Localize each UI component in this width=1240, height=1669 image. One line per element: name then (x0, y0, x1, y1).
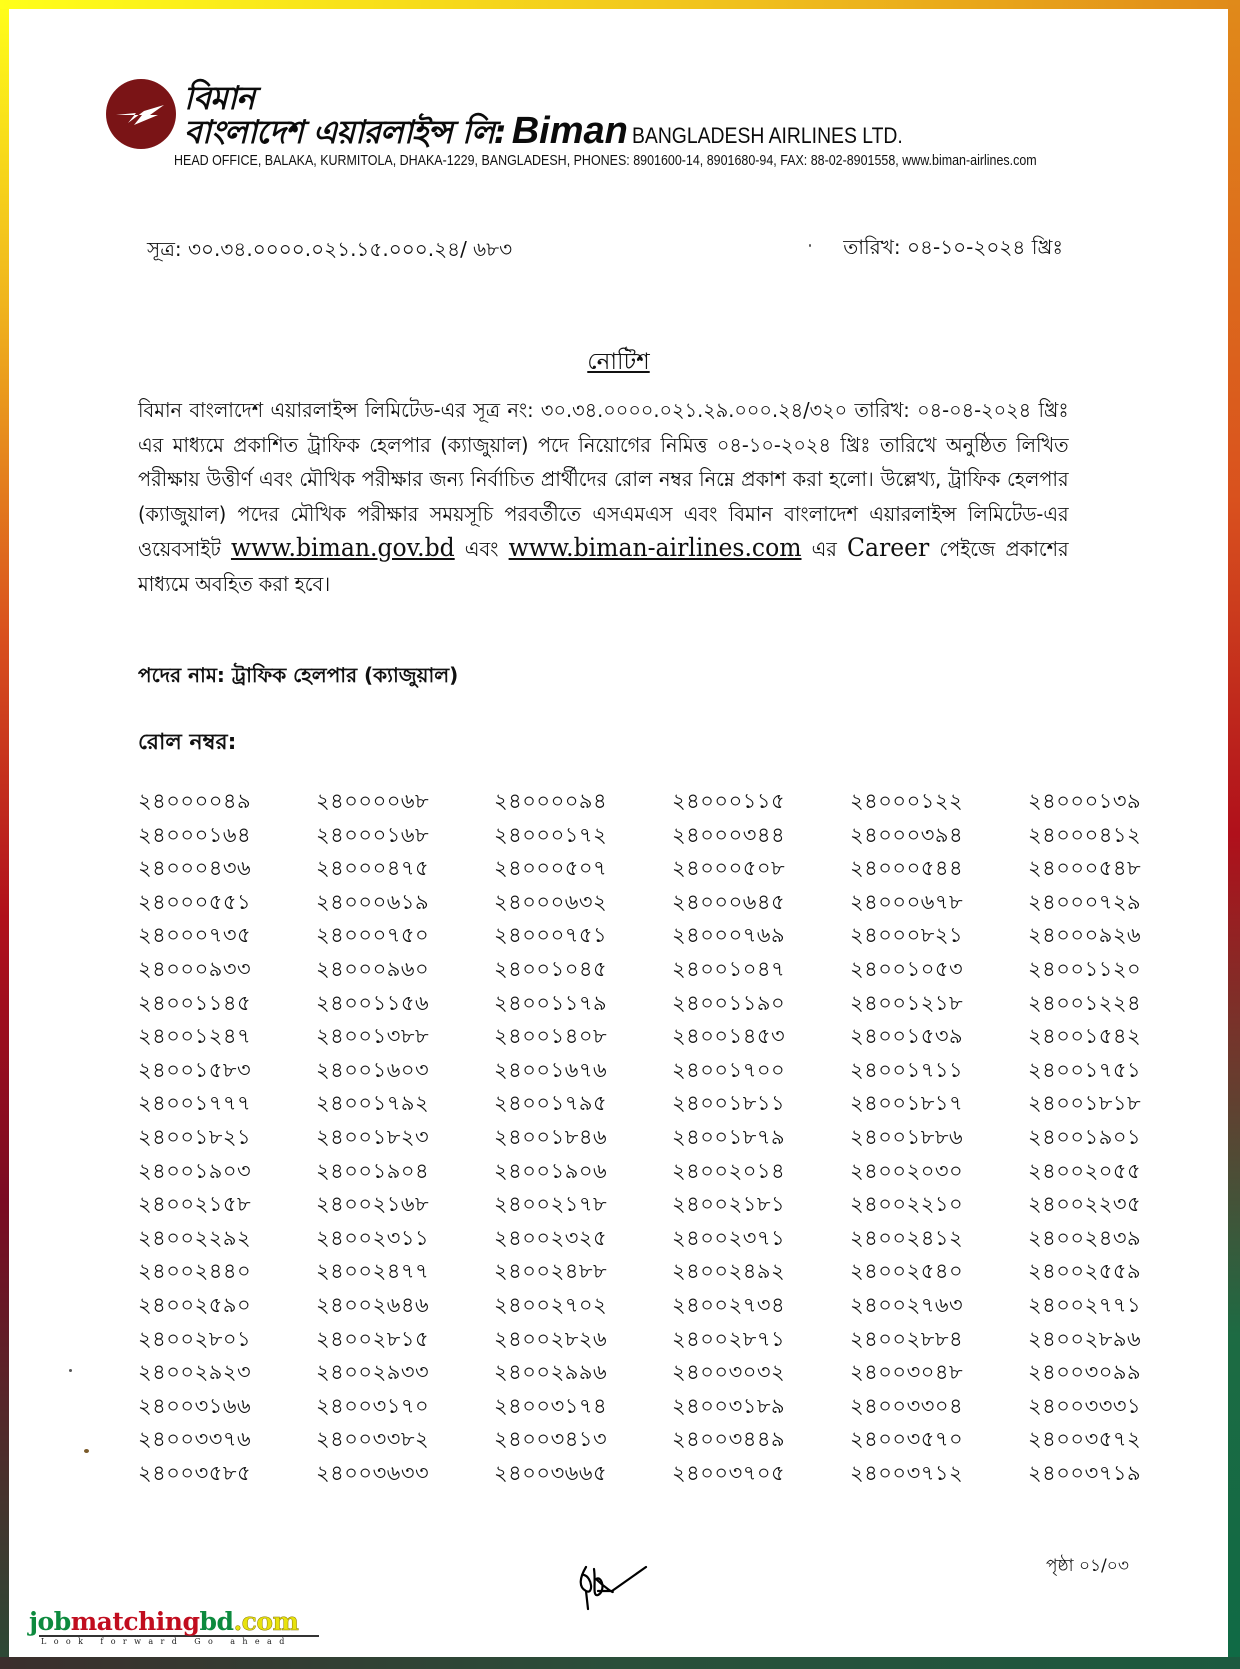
head-office-address: HEAD OFFICE, BALAKA, KURMITOLA, DHAKA-1229, BANGLADESH, PHONES: 8901600-14, 8901680-94, FAX: 88-02-8901558, www.biman-airlines.com (174, 153, 1037, 169)
roll-number: ২৪০০১২১৮ (850, 990, 964, 1015)
roll-number: ২৪০০১৫৪২ (1028, 1024, 1142, 1049)
roll-number: ২৪০০১৭৭৭ (138, 1091, 252, 1116)
roll-number: ২৪০০১৯০৪ (316, 1158, 430, 1183)
roll-number: ২৪০০৩০৪৮ (850, 1360, 964, 1385)
roll-number: ২৪০০৩১৭৪ (494, 1393, 608, 1418)
roll-number: ২৪০০৩০৯৯ (1028, 1360, 1142, 1385)
roll-number: ২৪০০০৫৪৪ (850, 856, 964, 881)
roll-number: ২৪০০৩৫৮৫ (138, 1460, 252, 1485)
roll-number: ২৪০০১১৭৯ (494, 990, 608, 1015)
roll-number: ২৪০০২৮৮৪ (850, 1326, 964, 1351)
roll-number: ২৪০০১৬০৩ (316, 1057, 430, 1082)
roll-number: ২৪০০০০৯৪ (494, 789, 608, 813)
roll-number: ২৪০০২৮০১ (138, 1326, 252, 1351)
roll-number: ২৪০০২০৫৫ (1028, 1158, 1142, 1183)
watermark-job: job (29, 1607, 71, 1636)
notice-body-text: এবং (454, 537, 509, 561)
roll-number: ২৪০০২৯৩৩ (316, 1360, 430, 1385)
frame-bottom-border (0, 1657, 1240, 1669)
roll-number: ২৪০০৩৩০৪ (850, 1393, 964, 1418)
roll-number: ২৪০০০৮২১ (850, 923, 964, 948)
roll-number: ২৪০০০৯৩৩ (138, 956, 252, 981)
roll-number: ২৪০০১৫৩৯ (850, 1024, 964, 1049)
roll-number: ২৪০০৩৪১৩ (494, 1427, 608, 1452)
roll-number: ২৪০০২৫৯০ (138, 1292, 252, 1317)
roll-number: ২৪০০১৫৮৩ (138, 1057, 252, 1082)
roll-number: ২৪০০১২২৪ (1028, 990, 1142, 1015)
roll-number: ২৪০০৩১৭০ (316, 1393, 430, 1418)
roll-number-grid (138, 785, 1142, 1490)
roll-number: ২৪০০০৪৩৬ (138, 856, 252, 881)
roll-number: ২৪০০১৮৮৬ (850, 1124, 964, 1149)
roll-number: ২৪০০৩৭১৯ (1028, 1460, 1142, 1485)
roll-number: ২৪০০২৪৪০ (138, 1259, 252, 1284)
scan-speck (809, 244, 811, 247)
notice-body-text: পেইজে প্রকাশের মাধ্যমে অবহিত করা হবে। (138, 537, 1069, 596)
frame-right-border (1228, 0, 1240, 1669)
roll-number: ২৪০০৩১৮৯ (672, 1393, 786, 1418)
roll-number: ২৪০০০৬৭৮ (850, 889, 964, 914)
watermark-bd: bd (199, 1607, 234, 1636)
letterhead (106, 69, 1136, 179)
watermark-tagline: Look forward Go ahead (41, 1637, 292, 1646)
roll-number: ২৪০০০৫০৮ (672, 856, 786, 881)
roll-number: ২৪০০১১২০ (1028, 956, 1142, 981)
roll-number: ২৪০০২৪৯২ (672, 1259, 786, 1284)
roll-number: ২৪০০২৭৩৪ (672, 1292, 786, 1317)
brand-name-english-rest: BANGLADESH AIRLINES LTD. (631, 123, 903, 148)
biman-gov-link[interactable]: www.biman.gov.bd (230, 533, 455, 562)
notice-title: নোটিশ (587, 349, 650, 375)
roll-number: ২৪০০০৭৩৫ (138, 923, 252, 948)
roll-number: ২৪০০২৫৫৯ (1028, 1259, 1142, 1284)
roll-number: ২৪০০০৬১৯ (316, 889, 430, 914)
roll-number: ২৪০০১৮৪৬ (494, 1124, 608, 1149)
roll-number: ২৪০০০৯৬০ (316, 956, 430, 981)
roll-number: ২৪০০৩৩৮২ (316, 1427, 430, 1452)
watermark-com: .com (233, 1607, 299, 1636)
roll-number: ২৪০০১৮১৮ (1028, 1091, 1142, 1116)
roll-number: ২৪০০১৮২৩ (316, 1124, 430, 1149)
roll-number: ২৪০০২৭০২ (494, 1292, 608, 1317)
roll-number: ২৪০০০০৪৯ (138, 789, 252, 813)
roll-number: ২৪০০২৭৬৩ (850, 1292, 964, 1317)
roll-number: ২৪০০৩৬৩৩ (316, 1460, 430, 1485)
roll-number: ২৪০০১৩৮৮ (316, 1024, 430, 1049)
frame-top-border (0, 0, 1240, 9)
roll-number: ২৪০০১৯০৩ (138, 1158, 252, 1183)
roll-number: ২৪০০১৭৯২ (316, 1091, 430, 1116)
roll-number: ২৪০০২০৩০ (850, 1158, 964, 1183)
roll-number: ২৪০০৩১৬৬ (138, 1393, 252, 1418)
roll-number: ২৪০০০১৬৮ (316, 822, 430, 847)
document-page (9, 9, 1228, 1657)
roll-number: ২৪০০২৪৮৮ (494, 1259, 608, 1284)
roll-number: ২৪০০৩৩৩১ (1028, 1393, 1142, 1418)
roll-number: ২৪০০২৬৪৬ (316, 1292, 430, 1317)
roll-number: ২৪০০৩৭১২ (850, 1460, 964, 1485)
roll-number: ২৪০০০৭৫০ (316, 923, 430, 948)
roll-number: ২৪০০১৮৭৯ (672, 1124, 786, 1149)
roll-number: ২৪০০২৩৭১ (672, 1225, 786, 1250)
roll-number: ২৪০০২৮১৫ (316, 1326, 430, 1351)
scan-speck (84, 1449, 89, 1453)
roll-number: ২৪০০৩৪৪৯ (672, 1427, 786, 1452)
roll-number: ২৪০০০৪১২ (1028, 822, 1142, 847)
notice-body-text: বিমান বাংলাদেশ এয়ারলাইন্স লিমিটেড-এর সূত্র নং: ৩০.৩৪.০০০০.০২১.২৯.০০০.২৪/৩২০ তারিখ: ০৪-০৪-২০২৪ খ্রিঃ এর মাধ্যমে প্রকাশিত ট্রাফিক হেলপার (ক্যাজুয়াল) পদে নিয়োগের নিমিত্ত ০৪-১০-২০২৪ খ্রিঃ তারিখে অনুষ্ঠিত লিখিত পরীক্ষায় উত্তীর্ণ এবং মৌখিক পরীক্ষার জন্য নির্বাচিত প্রার্থীদের রোল নম্বর নিম্নে প্রকাশ করা হলো। উল্লেখ্য, ট্রাফিক হেলপার (ক্যাজুয়াল) পদের মৌখিক পরীক্ষার সময়সূচি পরবর্তীতে এসএমএস এবং বিমান বাংলাদেশ এয়ারলাইন্স লিমিটেড-এর ওয়েবসাইট (138, 398, 1069, 561)
roll-number: ২৪০০১০৪৫ (494, 956, 608, 981)
roll-number: ২৪০০৩৬৬৫ (494, 1460, 608, 1485)
brand-name-bengali-line2: বাংলাদেশ এয়ারলাইন্স লি: (184, 113, 506, 151)
roll-number: ২৪০০১৭০০ (672, 1057, 786, 1082)
roll-number: ২৪০০১৭৯৫ (494, 1091, 608, 1116)
notice-body (138, 393, 1069, 601)
watermark-matching: matching (70, 1607, 200, 1636)
roll-number: ২৪০০২৮২৬ (494, 1326, 608, 1351)
roll-number: ২৪০০২০১৪ (672, 1158, 786, 1183)
roll-number: ২৪০০১৮১১ (672, 1091, 786, 1116)
roll-number: ২৪০০০৪৭৫ (316, 856, 430, 881)
roll-number: ২৪০০০৭২৯ (1028, 889, 1142, 914)
document-date: তারিখ: ০৪-১০-২০২৪ খ্রিঃ (843, 235, 1063, 259)
career-word: Career (846, 533, 930, 562)
roll-number: ২৪০০২৪৩৯ (1028, 1225, 1142, 1250)
roll-number: ২৪০০০০৬৮ (316, 789, 430, 813)
signature (576, 1557, 656, 1616)
roll-number: ২৪০০০৩৯৪ (850, 822, 964, 847)
roll-number: ২৪০০০৭৬৯ (672, 923, 786, 948)
roll-number: ২৪০০৩৭০৫ (672, 1460, 786, 1485)
roll-number: ২৪০০১৮২১ (138, 1124, 252, 1149)
roll-number: ২৪০০২২১০ (850, 1192, 964, 1217)
scan-speck (69, 1369, 72, 1372)
jobmatchingbd-watermark-logo (29, 1609, 319, 1647)
roll-number: ২৪০০২৯২৩ (138, 1360, 252, 1385)
roll-number: ২৪০০৩০৩২ (672, 1360, 786, 1385)
roll-number: ২৪০০১৭৫১ (1028, 1057, 1142, 1082)
roll-number: ২৪০০১৯০৬ (494, 1158, 608, 1183)
roll-number: ২৪০০২৪১২ (850, 1225, 964, 1250)
roll-number: ২৪০০৩৫৭২ (1028, 1427, 1142, 1452)
roll-number: ২৪০০২৪৭৭ (316, 1259, 430, 1284)
roll-number: ২৪০০১৭১১ (850, 1057, 964, 1082)
roll-number: ২৪০০২৮৭১ (672, 1326, 786, 1351)
roll-number: ২৪০০০১৭২ (494, 822, 608, 847)
roll-number: ২৪০০২৭৭১ (1028, 1292, 1142, 1317)
roll-number: ২৪০০০৬৩২ (494, 889, 608, 914)
roll-number: ২৪০০৩৫৭০ (850, 1427, 964, 1452)
brand-name-english: Biman (511, 110, 628, 152)
roll-number: ২৪০০২১৫৮ (138, 1192, 252, 1217)
roll-number: ২৪০০১১৫৬ (316, 990, 430, 1015)
roll-number: ২৪০০২২৯২ (138, 1225, 252, 1250)
roll-number: ২৪০০১৪৫৩ (672, 1024, 786, 1049)
roll-number: ২৪০০১১৯০ (672, 990, 786, 1015)
roll-number: ২৪০০২১৬৮ (316, 1192, 430, 1217)
reference-number: সূত্র: ৩০.৩৪.০০০০.০২১.১৫.০০০.২৪/ ৬৮৩ (147, 237, 513, 261)
post-name: পদের নাম: ট্রাফিক হেলপার (ক্যাজুয়াল) (138, 663, 459, 687)
roll-number: ২৪০০১২৪৭ (138, 1024, 252, 1049)
roll-number: ২৪০০০১২২ (850, 789, 964, 813)
roll-number: ২৪০০২৫৪০ (850, 1259, 964, 1284)
roll-number: ২৪০০২১৮১ (672, 1192, 786, 1217)
roll-number: ২৪০০০৫৫১ (138, 889, 252, 914)
roll-number: ২৪০০২৩১১ (316, 1225, 430, 1250)
roll-number: ২৪০০০১৬৪ (138, 822, 252, 847)
biman-airlines-link[interactable]: www.biman-airlines.com (508, 533, 802, 562)
roll-number: ২৪০০২৩২৫ (494, 1225, 608, 1250)
roll-number: ২৪০০০৭৫১ (494, 923, 608, 948)
biman-logo-icon (106, 79, 176, 149)
roll-number: ২৪০০২১৭৮ (494, 1192, 608, 1217)
roll-number: ২৪০০১৮১৭ (850, 1091, 964, 1116)
page-number: পৃষ্ঠা ০১/০৩ (1046, 1556, 1129, 1576)
roll-number: ২৪০০২২৩৫ (1028, 1192, 1142, 1217)
roll-number: ২৪০০০৫০৭ (494, 856, 608, 881)
roll-number: ২৪০০১১৪৫ (138, 990, 252, 1015)
roll-number: ২৪০০০১৩৯ (1028, 789, 1142, 813)
roll-number: ২৪০০০৩৪৪ (672, 822, 786, 847)
roll-number: ২৪০০৩৩৭৬ (138, 1427, 252, 1452)
roll-number: ২৪০০০৫৪৮ (1028, 856, 1142, 881)
roll-number: ২৪০০১৪০৮ (494, 1024, 608, 1049)
roll-number: ২৪০০১৬৭৬ (494, 1057, 608, 1082)
roll-number: ২৪০০১০৫৩ (850, 956, 964, 981)
roll-number: ২৪০০০৯২৬ (1028, 923, 1142, 948)
roll-number: ২৪০০০১১৫ (672, 789, 786, 813)
roll-number: ২৪০০১০৪৭ (672, 956, 786, 981)
roll-number: ২৪০০২৮৯৬ (1028, 1326, 1142, 1351)
roll-number: ২৪০০০৬৪৫ (672, 889, 786, 914)
notice-body-text: এর (801, 537, 847, 561)
roll-number-heading: রোল নম্বর: (138, 730, 237, 755)
roll-number: ২৪০০১৯০১ (1028, 1124, 1142, 1149)
brand-name-bengali-line1: বিমান (184, 79, 255, 117)
roll-number: ২৪০০২৯৯৬ (494, 1360, 608, 1385)
